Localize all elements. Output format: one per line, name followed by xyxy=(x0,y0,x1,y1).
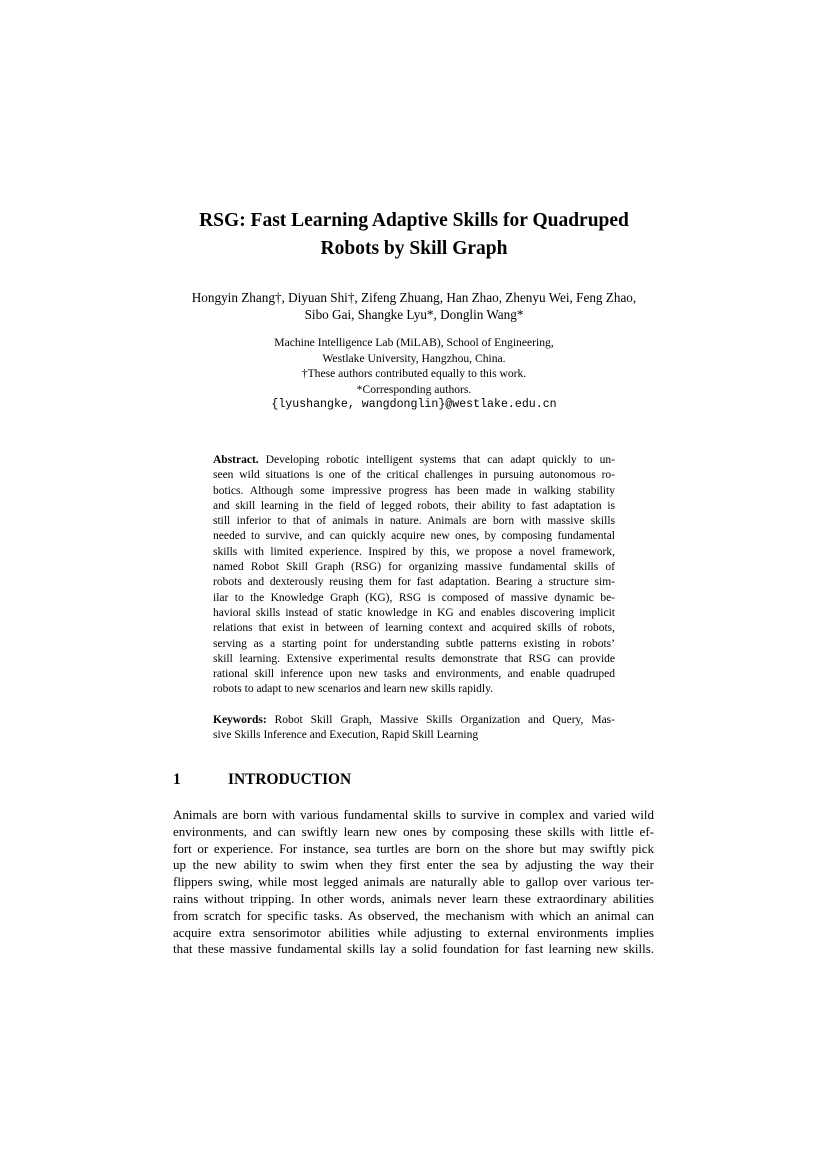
corresponding-authors-note: *Corresponding authors. xyxy=(356,382,472,396)
abstract-first-line-text: Developing robotic intelligent systems that can adapt quickly to un- xyxy=(258,454,615,466)
abstract-line: and skill learning in the field of legged robots, their ability to fast adaptation is xyxy=(213,499,615,512)
body-line: flippers swing, while most legged animals are naturally able to gallop over various ter- xyxy=(173,874,654,890)
section-number: 1 xyxy=(173,771,181,788)
abstract-line: named Robot Skill Graph (RSG) for organizing massive fundamental skills of xyxy=(213,561,615,574)
abstract-line: still inferior to that of animals in nature. Animals are born with massive skills xyxy=(213,515,615,528)
abstract-label: Abstract. xyxy=(213,454,259,466)
abstract-line: ilar to the Knowledge Graph (KG), RSG is composed of massive dynamic be- xyxy=(213,591,615,604)
affiliation-line-1: Machine Intelligence Lab (MiLAB), School of Engineering, xyxy=(274,336,554,349)
body-line: fort or experience. For instance, sea turtles are born on the shore but may swiftly pick xyxy=(173,840,654,856)
keywords-line xyxy=(213,713,615,728)
author-line-2: Sibo Gai, Shangke Lyu*, Donglin Wang* xyxy=(304,307,524,322)
body-line: from scratch for specific tasks. As observed, the mechanism with which an animal can xyxy=(173,907,654,923)
paper-title xyxy=(150,207,678,263)
section-heading xyxy=(173,770,351,790)
affiliation-line-2: Westlake University, Hangzhou, China. xyxy=(322,351,506,365)
section-title: INTRODUCTION xyxy=(228,771,352,788)
keywords xyxy=(213,713,615,744)
keywords-first-line-text: Robot Skill Graph, Massive Skills Organization and Query, Mas- xyxy=(266,714,615,726)
title-line-1: RSG: Fast Learning Adaptive Skills for Quadruped xyxy=(199,210,629,231)
author-email: {lyushangke, wangdonglin}@westlake.edu.cn xyxy=(271,398,557,412)
body-line: rains without tripping. In other words, animals never learn these extraordinary abilities xyxy=(173,890,654,906)
body-line: up the new ability to swim when they first enter the sea by adjusting the way their xyxy=(173,857,654,873)
abstract-line: havioral skills instead of static knowledge in KG and enables discovering implicit xyxy=(213,606,615,619)
abstract-line: robots and dexterously reusing them for fast adaptation. Bearing a structure sim- xyxy=(213,576,615,589)
keywords-label: Keywords: xyxy=(213,714,267,726)
abstract-line: serving as a starting point for understanding subtle patterns existing in robots’ xyxy=(213,637,615,650)
title-line-2: Robots by Skill Graph xyxy=(320,238,508,259)
abstract-line: rational skill inference upon new tasks and environments, and enable quadruped xyxy=(213,668,615,681)
abstract-line: seen wild situations is one of the critical challenges in pursuing autonomous ro- xyxy=(213,469,615,482)
equal-contribution-note: †These authors contributed equally to this work. xyxy=(301,367,527,381)
keywords-line: sive Skills Inference and Execution, Rapid Skill Learning xyxy=(213,729,479,742)
abstract-line: botics. Although some impressive progress has been made in walking stability xyxy=(213,484,615,497)
introduction-paragraph xyxy=(173,807,654,958)
abstract-line: skill learning. Extensive experimental results demonstrate that RSG can provide xyxy=(213,652,615,665)
abstract-line xyxy=(213,453,615,468)
affiliation-block xyxy=(150,335,678,413)
abstract xyxy=(213,453,615,698)
body-line: acquire extra sensorimotor abilities while adjusting to external environments implies xyxy=(173,924,654,940)
author-list xyxy=(150,289,678,323)
abstract-line: relations that exist in between of learning context and acquired skills of robots, xyxy=(213,622,615,635)
abstract-line: skills with limited experience. Inspired by this, we propose a novel framework, xyxy=(213,545,615,558)
body-line: that these massive fundamental skills lay a solid foundation for fast learning new skills. xyxy=(173,941,654,957)
abstract-line: needed to survive, and can quickly acquire new ones, by composing fundamental xyxy=(213,530,615,543)
body-line: environments, and can swiftly learn new ones by composing these skills with little ef- xyxy=(173,823,654,839)
body-line: Animals are born with various fundamental skills to survive in complex and varied wild xyxy=(173,807,654,822)
abstract-line: robots to adapt to new scenarios and learn new skills rapidly. xyxy=(213,683,493,696)
author-line-1: Hongyin Zhang†, Diyuan Shi†, Zifeng Zhuang, Han Zhao, Zhenyu Wei, Feng Zhao, xyxy=(191,290,637,305)
